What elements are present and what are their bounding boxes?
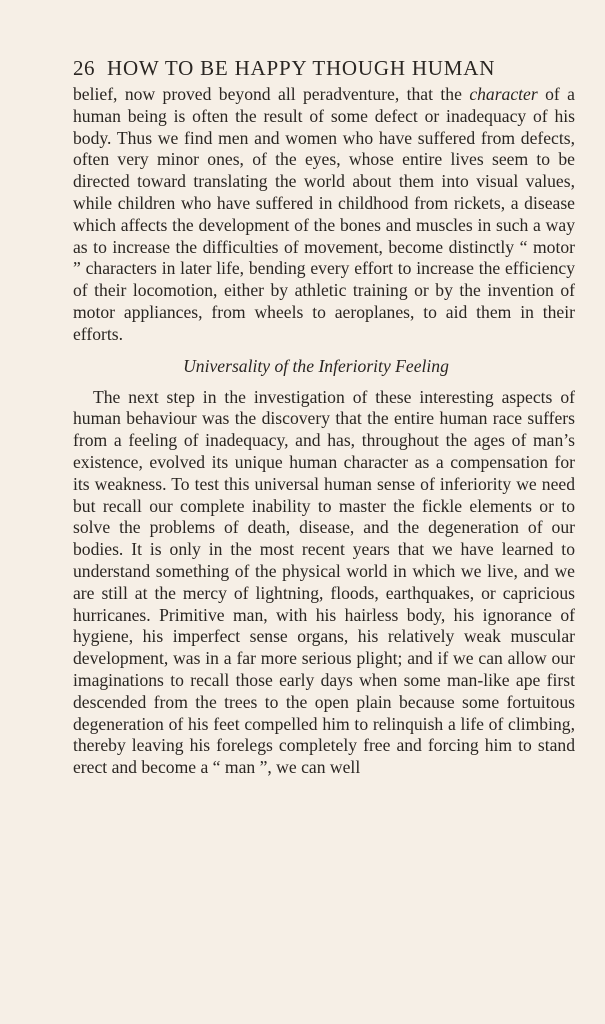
- para1-after-emphasis: of a human being is often the result of some defect or inadequacy of his body. Thus we find men and women who have suffered from defects, often very minor ones, of the eyes, whose entire lives seem to be directed toward translating the world about them into visual values, while children who have suffered in childhood from rickets, a disease which affects the development of the bones and muscles in such a way as to increase the difficulties of movement, become distinctly “ motor ” characters in later life, bending every effort to increase the efficiency of their locomotion, either by athletic training or by the invention of motor appliances, from wheels to aeroplanes, to aid them in their efforts.: [73, 84, 575, 344]
- running-head: [73, 54, 575, 82]
- running-title: HOW TO BE HAPPY THOUGH HUMAN: [107, 56, 496, 80]
- para1-emphasis: character: [469, 84, 538, 104]
- paragraph: The next step in the investigation of these interesting aspects of human behaviour was the discovery that the entire human race suffers from a feeling of inadequacy, and has, throughout the ages of man’s existence, evolved its unique human character as a compensation for its weakness. To test this universal human sense of inferiority we need but recall our complete inability to master the fickle elements or to solve the problems of death, disease, and the degeneration of our bodies. It is only in the most recent years that we have learned to understand something of the physical world in which we live, and we are still at the mercy of lightning, floods, earthquakes, or capricious hurricanes. Primitive man, with his hairless body, his ignorance of hygiene, his imperfect sense organs, his relatively weak muscular development, was in a far more serious plight; and if we can allow our imaginations to recall those early days when some man-like ape first descended from the trees to the open plain because some fortuitous degeneration of his feet compelled him to relinquish a life of climbing, thereby leaving his forelegs completely free and forcing him to stand erect and become a “ man ”, we can well: [73, 386, 575, 778]
- section-subheading: Universality of the Inferiority Feeling: [183, 355, 449, 376]
- para1-before-emphasis: belief, now proved beyond all peradventure, that the: [73, 84, 470, 104]
- paragraph-continued: [73, 84, 575, 346]
- body-text: [73, 84, 575, 779]
- page-number: 26: [73, 56, 95, 80]
